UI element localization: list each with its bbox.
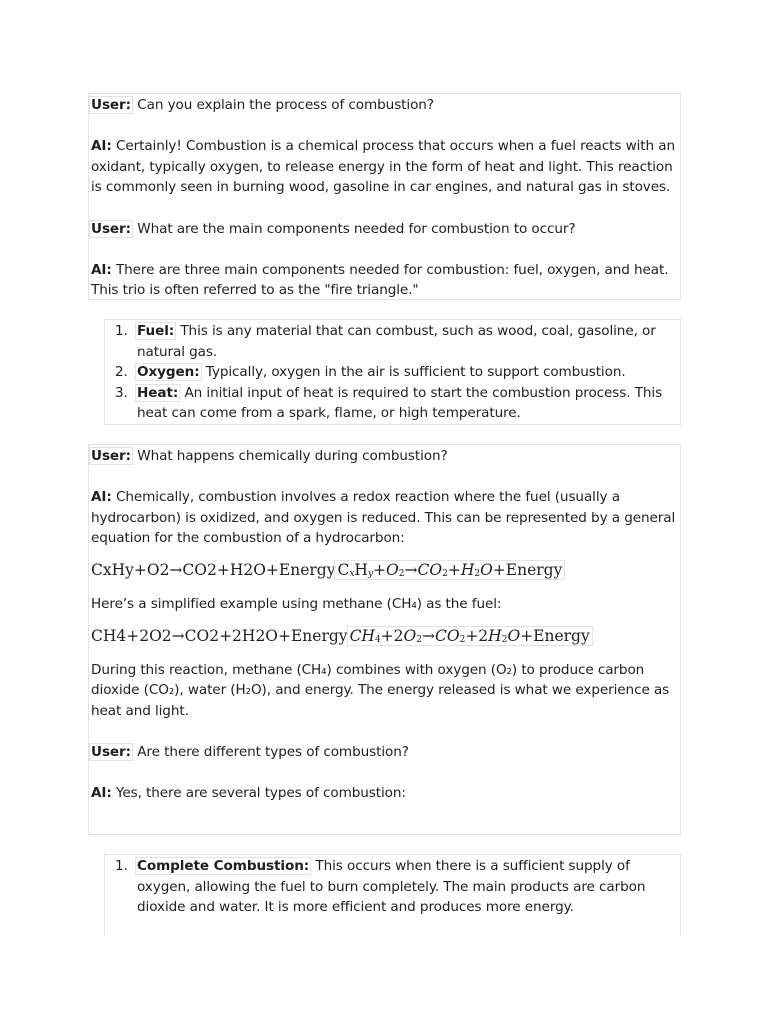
list-term: Heat:	[137, 384, 179, 401]
list-term: Complete Combustion:	[137, 858, 310, 874]
list-item	[107, 856, 677, 918]
ai-answer: Chemically, combustion involves a redox reaction where the fuel (usually a hydrocarbon) is oxidized, and oxygen is reduced. This can be represented by a general equation for the combustion of a hydrocarbon:	[91, 489, 676, 547]
list-number: 2.	[115, 364, 128, 381]
methane-equation	[91, 624, 677, 652]
user-label: User:	[91, 448, 131, 464]
list-number: 1.	[115, 323, 128, 339]
list-term: Fuel:	[137, 323, 175, 339]
list-item	[107, 321, 677, 362]
list-number: 3.	[115, 384, 128, 401]
list-text: An initial input of heat is required to start the combustion process. This heat can come from a spark, flame, or high temperature.	[137, 384, 663, 422]
ai-message	[91, 260, 677, 301]
user-label: User:	[91, 220, 131, 237]
user-question: Can you explain the process of combustion?	[137, 97, 434, 113]
chat-block-2	[88, 444, 681, 835]
ai-answer: There are three main components needed for combustion: fuel, oxygen, and heat. This trio is often referred to as the "fire triangle."	[91, 261, 669, 299]
ai-answer: Yes, there are several types of combustion:	[115, 785, 406, 802]
user-label: User:	[91, 97, 131, 113]
ai-label: AI:	[91, 489, 112, 506]
components-list-block	[104, 319, 681, 425]
list-item	[107, 383, 677, 424]
components-list	[107, 321, 677, 424]
ai-label: AI:	[91, 138, 112, 155]
list-text: This is any material that can combust, such as wood, coal, gasoline, or natural gas.	[137, 323, 656, 360]
list-term: Oxygen:	[137, 364, 200, 381]
user-message	[91, 95, 677, 116]
list-item	[107, 362, 677, 383]
ai-message	[91, 136, 677, 198]
equation-raw: CH4+2O2→CO2+2H2O+Energy	[91, 626, 348, 645]
types-list	[107, 856, 677, 918]
list-number: 1.	[115, 858, 128, 874]
user-message	[91, 446, 677, 467]
ai-message	[91, 783, 677, 804]
methane-intro: Here’s a simplified example using methane (CH₄) as the fuel:	[91, 595, 502, 612]
general-equation	[91, 558, 677, 586]
user-question: What happens chemically during combustion?	[137, 448, 448, 464]
types-list-block	[104, 854, 681, 936]
ai-message	[91, 487, 677, 549]
equation-raw: CxHy+O2→CO2+H2O+Energy	[91, 560, 336, 579]
user-question: Are there different types of combustion?	[137, 743, 409, 760]
user-message	[91, 219, 677, 240]
reaction-explanation: During this reaction, methane (CH₄) combines with oxygen (O₂) to produce carbon dioxide (CO₂), water (H₂O), and energy. The energy released is what we experience as heat and light.	[91, 661, 670, 719]
ai-answer: Certainly! Combustion is a chemical process that occurs when a fuel reacts with an oxidant, typically oxygen, to release energy in the form of heat and light. This reaction is commonly seen in burning wood, gasoline in car engines, and natural gas in stoves.	[91, 138, 675, 196]
ai-label: AI:	[91, 261, 112, 278]
user-label: User:	[91, 743, 131, 760]
list-text: This occurs when there is a sufficient supply of oxygen, allowing the fuel to burn completely. The main products are carbon dioxide and water. It is more efficient and produces more energy.	[137, 858, 646, 916]
equation-rendered: CxHy+O2→CO2+H2O+Energy	[334, 560, 565, 580]
ai-label: AI:	[91, 785, 112, 802]
user-question: What are the main components needed for combustion to occur?	[137, 220, 576, 237]
list-text: Typically, oxygen in the air is sufficient to support combustion.	[205, 364, 626, 381]
equation-rendered: CH4+2O2→CO2+2H2O+Energy	[347, 626, 593, 646]
user-message	[91, 742, 677, 763]
chat-block-1	[88, 93, 681, 300]
